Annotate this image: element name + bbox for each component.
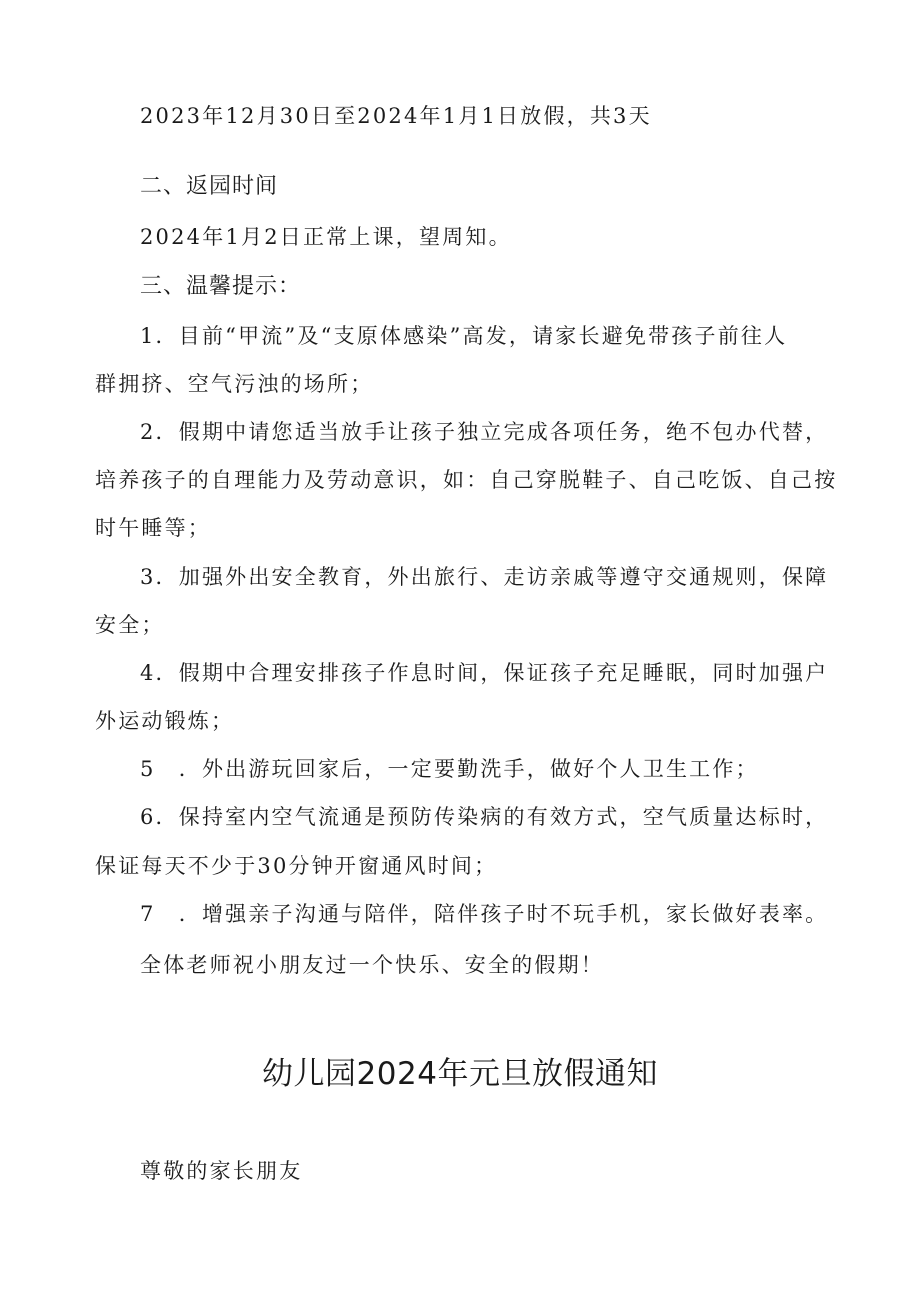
tip-6-line-1: 6．保持室内空气流通是预防传染病的有效方式，空气质量达标时， <box>140 805 829 829</box>
tip-5-line-1: 5 ．外出游玩回家后，一定要勤洗手，做好个人卫生工作； <box>140 757 759 781</box>
section-tips-heading: 三、温馨提示： <box>140 274 302 299</box>
tip-2-line-2: 培养孩子的自理能力及劳动意识，如：自己穿脱鞋子、自己吃饭、自己按 <box>95 468 838 492</box>
tip-6-line-2: 保证每天不少于30分钟开窗通风时间； <box>95 854 498 878</box>
holiday-period-text: 2023年12月30日至2024年1月1日放假，共3天 <box>140 104 652 128</box>
section-return-heading: 二、返园时间 <box>140 174 279 199</box>
tip-1-line-2: 群拥挤、空气污浊的场所； <box>95 372 374 396</box>
tip-2-line-3: 时午睡等； <box>95 516 211 540</box>
tip-4-line-2: 外运动锻炼； <box>95 709 235 733</box>
notice-title: 幼儿园2024年元旦放假通知 <box>262 1056 658 1092</box>
closing-wish: 全体老师祝小朋友过一个快乐、安全的假期！ <box>140 953 604 977</box>
tip-1-line-1: 1．目前“甲流”及“支原体感染”高发，请家长避免带孩子前往人 <box>140 324 788 348</box>
return-date-text: 2024年1月2日正常上课，望周知。 <box>140 225 512 249</box>
tip-4-line-1: 4．假期中合理安排孩子作息时间，保证孩子充足睡眠，同时加强户 <box>140 661 829 685</box>
tip-3-line-2: 安全； <box>95 613 165 637</box>
tip-3-line-1: 3．加强外出安全教育，外出旅行、走访亲戚等遵守交通规则，保障 <box>140 565 829 589</box>
greeting-text: 尊敬的家长朋友 <box>140 1159 303 1183</box>
tip-2-line-1: 2．假期中请您适当放手让孩子独立完成各项任务，绝不包办代替， <box>140 420 829 444</box>
tip-7-line-1: 7 ．增强亲子沟通与陪伴，陪伴孩子时不玩手机，家长做好表率。 <box>140 902 829 926</box>
